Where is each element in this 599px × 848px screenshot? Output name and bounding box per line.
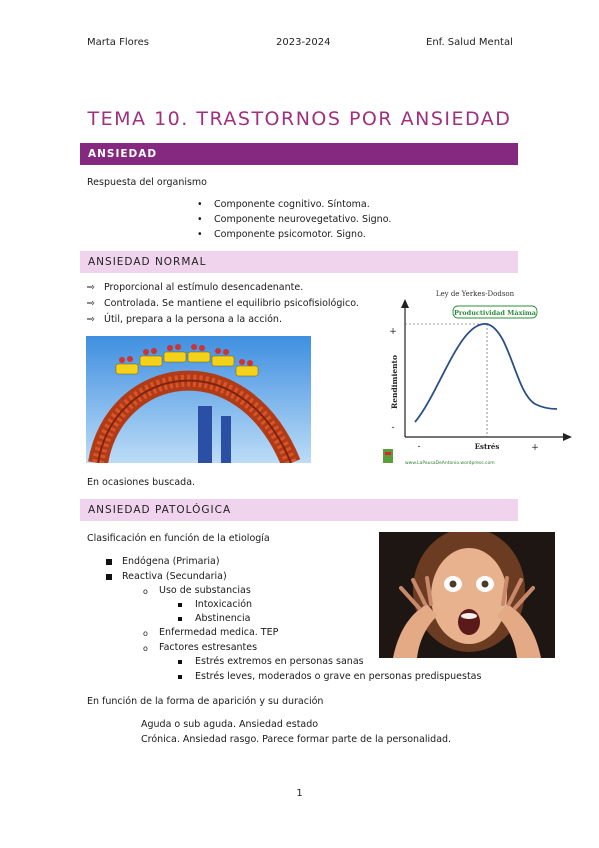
graph-peak-label: Productividad Máxima	[454, 309, 536, 317]
small-square-bullet-icon	[178, 603, 182, 607]
ansiedad-bullet: Componente neurovegetativo. Signo.	[214, 214, 392, 225]
header-author: Marta Flores	[87, 37, 149, 48]
graph-title: Ley de Yerkes-Dodson	[435, 290, 515, 298]
factores-item: Estrés extremos en personas sanas	[195, 656, 364, 667]
normal-arrow-item: Útil, prepara a la persona a la acción.	[104, 314, 282, 325]
graph-y-minus: -	[391, 423, 395, 433]
section-heading-ansiedad-normal: ANSIEDAD NORMAL	[80, 251, 518, 273]
small-square-bullet-icon	[178, 660, 182, 664]
forma-item: Aguda o sub aguda. Ansiedad estado	[141, 719, 319, 730]
square-bullet-icon	[106, 574, 112, 580]
uso-substancias: Uso de substancias	[159, 585, 251, 596]
section-heading-ansiedad: ANSIEDAD	[80, 143, 518, 165]
ansiedad-bullet: Componente psicomotor. Signo.	[214, 229, 366, 240]
graph-source-url: www.LaPausaDeAntonio.wordpress.com	[405, 461, 495, 466]
normal-arrow-item: Proporcional al estímulo desencadenante.	[104, 282, 304, 293]
bullet-dot-icon: •	[197, 229, 203, 240]
ansiedad-bullet: Componente cognitivo. Síntoma.	[214, 199, 370, 210]
bullet-dot-icon: •	[197, 214, 203, 225]
circle-bullet-icon: o	[143, 644, 148, 653]
roller-coaster-image	[86, 336, 311, 463]
graph-xlabel: Estrés	[474, 442, 500, 451]
normal-caption: En ocasiones buscada.	[87, 477, 196, 488]
square-bullet-icon	[106, 559, 112, 565]
etiologia-item: Reactiva (Secundaria)	[122, 571, 227, 582]
graph-x-plus: +	[531, 443, 539, 453]
circle-bullet-icon: o	[143, 629, 148, 638]
factores-item: Estrés leves, moderados o grave en personas predispuestas	[195, 671, 482, 682]
yerkes-dodson-graph	[375, 282, 575, 470]
anxious-woman-photo	[379, 532, 555, 658]
blog-logo-icon	[383, 449, 393, 463]
header-year: 2023-2024	[276, 37, 331, 48]
normal-arrow-item: Controlada. Se mantiene el equilibrio psicofisiológico.	[104, 298, 359, 309]
etiologia-heading: Clasificación en función de la etiología	[87, 533, 270, 544]
forma-item: Crónica. Ansiedad rasgo. Parece formar parte de la personalidad.	[141, 734, 452, 745]
arrow-right-icon: ⇨	[87, 282, 95, 293]
small-square-bullet-icon	[178, 617, 182, 621]
graph-x-minus: -	[417, 442, 421, 452]
enfermedad-medica: Enfermedad medica. TEP	[159, 627, 279, 638]
page-number: 1	[296, 788, 303, 799]
circle-bullet-icon: o	[143, 587, 148, 596]
header-subject: Enf. Salud Mental	[426, 37, 513, 48]
arrow-right-icon: ⇨	[87, 314, 95, 325]
ansiedad-intro: Respuesta del organismo	[87, 177, 207, 188]
etiologia-item: Endógena (Primaria)	[122, 556, 220, 567]
uso-item: Abstinencia	[195, 613, 251, 624]
bullet-dot-icon: •	[197, 199, 203, 210]
graph-y-plus: +	[389, 327, 397, 337]
factores-estresantes: Factores estresantes	[159, 642, 258, 653]
uso-item: Intoxicación	[195, 599, 253, 610]
section-heading-ansiedad-patologica: ANSIEDAD PATOLÓGICA	[80, 499, 518, 521]
graph-ylabel: Rendimiento	[390, 354, 399, 410]
page-title: TEMA 10. TRASTORNOS POR ANSIEDAD	[87, 108, 512, 130]
arrow-right-icon: ⇨	[87, 298, 95, 309]
small-square-bullet-icon	[178, 675, 182, 679]
forma-heading: En función de la forma de aparición y su duración	[87, 696, 324, 707]
